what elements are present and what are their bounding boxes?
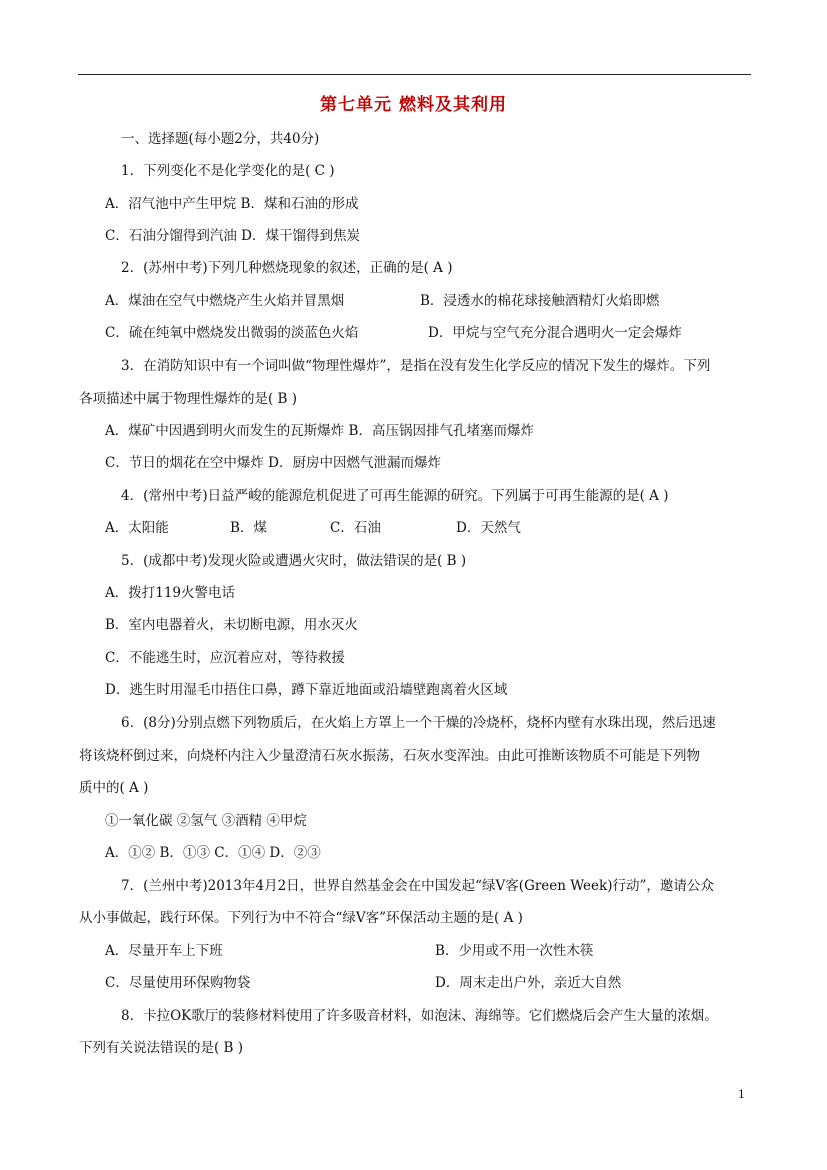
question-5: 5．(成都中考)发现火险或遭遇火灾时，做法错误的是( B )	[121, 553, 467, 569]
q6-substances: ①一氧化碳 ②氢气 ③酒精 ④甲烷	[105, 813, 307, 829]
q6-options: A．①② B．①③ C．①④ D．②③	[105, 845, 321, 861]
question-7-line2: 从小事做起，践行环保。下列行为中不符合“绿V客”环保活动主题的是( A )	[79, 910, 523, 926]
question-3-line2: 各项描述中属于物理性爆炸的是( B )	[79, 391, 298, 407]
q1-options-cd: C．石油分馏得到汽油 D．煤干馏得到焦炭	[105, 228, 360, 244]
q4-option-b: B．煤	[230, 520, 267, 536]
header-rule	[78, 74, 751, 75]
question-8-line1: 8．卡拉OK歌厅的装修材料使用了许多吸音材料，如泡沫、海绵等。它们燃烧后会产生大量的浓烟。	[121, 1008, 718, 1024]
page-number: 1	[738, 1088, 745, 1101]
question-7-line1: 7．(兰州中考)2013年4月2日，世界自然基金会在中国发起“绿V客(Green Week)行动”，邀请公众	[121, 878, 714, 894]
q5-option-b: B．室内电器着火，未切断电源，用水灭火	[105, 617, 358, 633]
q7-option-b: B．少用或不用一次性木筷	[435, 943, 594, 959]
q2-option-d: D．甲烷与空气充分混合遇明火一定会爆炸	[428, 325, 682, 341]
section-heading: 一、选择题(每小题2分，共40分)	[121, 131, 320, 147]
q4-option-a: A．太阳能	[105, 520, 169, 536]
question-4: 4．(常州中考)日益严峻的能源危机促进了可再生能源的研究。下列属于可再生能源的是( A )	[121, 488, 669, 504]
q2-option-c: C．硫在纯氧中燃烧发出微弱的淡蓝色火焰	[105, 325, 359, 341]
question-6-line3: 质中的( A )	[79, 780, 149, 796]
page-title: 第七单元 燃料及其利用	[320, 95, 507, 115]
q3-options-cd: C．节日的烟花在空中爆炸 D．厨房中因燃气泄漏而爆炸	[105, 455, 441, 471]
question-2: 2．(苏州中考)下列几种燃烧现象的叙述，正确的是( A )	[121, 260, 453, 276]
q7-option-a: A．尽量开车上下班	[105, 943, 223, 959]
q7-option-d: D．周末走出户外，亲近大自然	[435, 975, 622, 991]
q4-option-d: D．天然气	[456, 520, 521, 536]
question-8-line2: 下列有关说法错误的是( B )	[79, 1040, 244, 1056]
q4-option-c: C．石油	[330, 520, 381, 536]
q5-option-d: D．逃生时用湿毛巾捂住口鼻，蹲下靠近地面或沿墙壁跑离着火区域	[105, 682, 508, 698]
q5-option-c: C．不能逃生时，应沉着应对，等待救援	[105, 650, 345, 666]
q2-option-b: B．浸透水的棉花球接触酒精灯火焰即燃	[420, 293, 660, 309]
question-6-line2: 将该烧杯倒过来，向烧杯内注入少量澄清石灰水振荡，石灰水变浑浊。由此可推断该物质不可能是下列物	[79, 748, 700, 764]
q7-option-c: C．尽量使用环保购物袋	[105, 975, 251, 991]
q2-option-a: A．煤油在空气中燃烧产生火焰并冒黑烟	[105, 293, 345, 309]
question-6-line1: 6．(8分)分别点燃下列物质后，在火焰上方罩上一个干燥的冷烧杯，烧杯内壁有水珠出现，然后迅速	[121, 715, 716, 731]
question-1: 1．下列变化不是化学变化的是( C )	[121, 163, 335, 179]
question-3-line1: 3．在消防知识中有一个词叫做“物理性爆炸”，是指在没有发生化学反应的情况下发生的爆炸。下列	[121, 358, 711, 374]
q5-option-a: A．拨打119火警电话	[105, 585, 236, 601]
q1-options-ab: A．沼气池中产生甲烷 B．煤和石油的形成	[105, 196, 359, 212]
q3-options-ab: A．煤矿中因遇到明火而发生的瓦斯爆炸 B．高压锅因排气孔堵塞而爆炸	[105, 423, 534, 439]
